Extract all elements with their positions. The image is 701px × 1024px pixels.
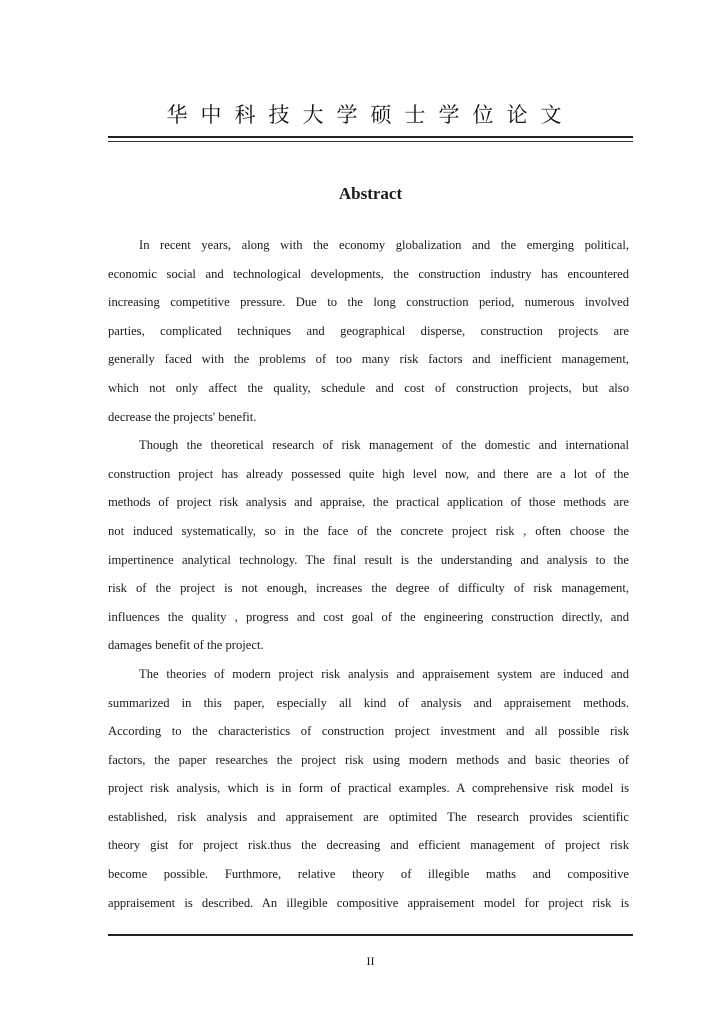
paragraph-3-line-4: factors, the paper researches the project risk using modern methods and basic theories of [108,752,629,767]
running-header: 华中科技大学硕士学位论文 [166,103,575,127]
paragraph-1-line-5: generally faced with the problems of too many risk factors and inefficient management, [108,352,629,367]
paragraph-2-line-7: influences the quality , progress and cost goal of the engineering construction directly, and [108,609,629,624]
paragraph-3-line-3: According to the characteristics of construction project investment and all possible risk [108,724,629,739]
paragraph-3-line-7: theory gist for project risk.thus the decreasing and efficient management of project risk [108,838,629,853]
paragraph-3-line-6: established, risk analysis and appraisement are optimited The research provides scientific [108,809,629,824]
paragraph-3-line-5: project risk analysis, which is in form of practical examples. A comprehensive risk model is [108,781,629,796]
header-rule-thick [108,136,633,138]
paragraph-2-line-5: impertinence analytical technology. The final result is the understanding and analysis to the [108,552,629,567]
paragraph-1-line-4: parties, complicated techniques and geographical disperse, construction projects are [108,323,629,338]
abstract-body [108,231,629,917]
paragraph-2-line-8: damages benefit of the project. [108,638,264,653]
abstract-title: Abstract [338,184,403,203]
footer-rule [108,934,633,936]
paragraph-1-line-7: decrease the projects' benefit. [108,409,257,424]
paragraph-1-line-2: economic social and technological developments, the construction industry has encountered [108,266,629,281]
paragraph-1-line-3: increasing competitive pressure. Due to the long construction period, numerous involved [108,295,629,310]
paragraph-1-line-6: which not only affect the quality, schedule and cost of construction projects, but also [108,380,629,395]
paragraph-2-line-2: construction project has already possessed quite high level now, and there are a lot of the [108,466,629,481]
paragraph-2-line-6: risk of the project is not enough, increases the degree of difficulty of risk management, [108,581,629,596]
paragraph-2-line-4: not induced systematically, so in the face of the concrete project risk , often choose the [108,523,629,538]
paragraph-3-line-8: become possible. Furthmore, relative theory of illegible maths and compositive [108,867,629,882]
header-rule-thin [108,141,633,142]
paragraph-1-line-1: In recent years, along with the economy globalization and the emerging political, [139,238,629,252]
paragraph-2-line-1: Though the theoretical research of risk management of the domestic and international [139,438,629,453]
paragraph-3-line-1: The theories of modern project risk analysis and appraisement system are induced and [139,666,629,681]
paragraph-3-line-9: appraisement is described. An illegible compositive appraisement model for project risk is [108,895,629,910]
paragraph-2-line-3: methods of project risk analysis and appraise, the practical application of those methods are [108,495,629,510]
page-number: II [366,954,375,968]
paragraph-3-line-2: summarized in this paper, especially all kind of analysis and appraisement methods. [108,695,629,710]
